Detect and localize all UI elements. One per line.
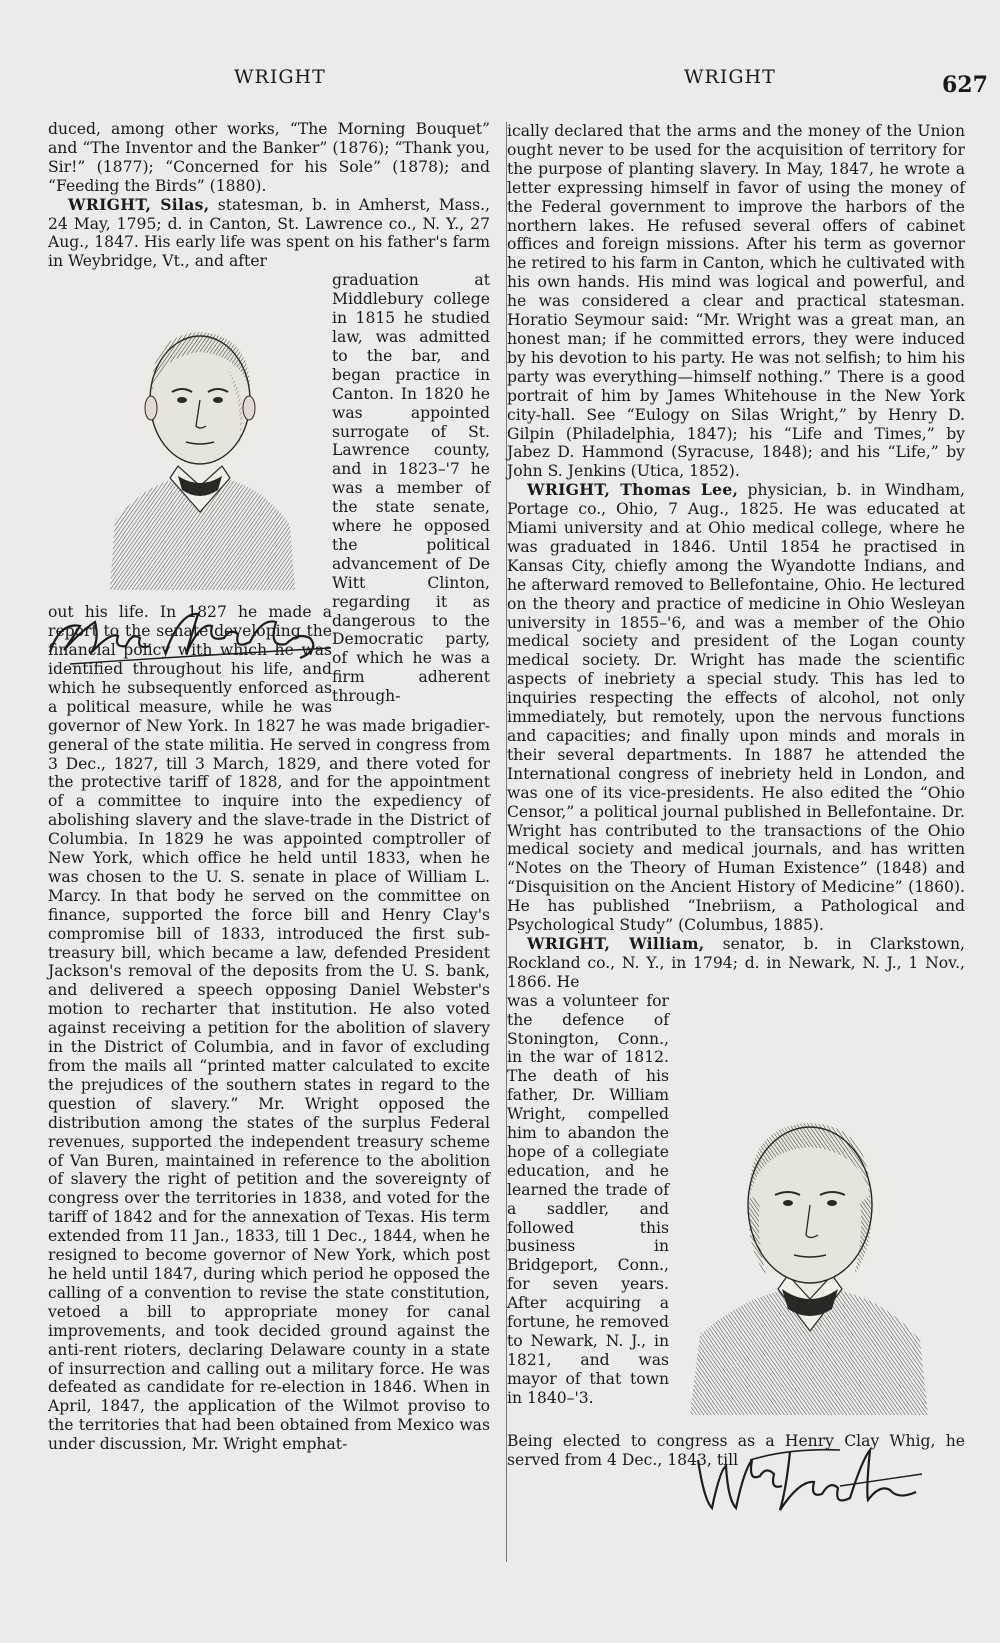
entry-thomas-lee-wright xyxy=(507,481,965,935)
running-head-right: WRIGHT xyxy=(684,66,776,88)
continued-paragraph: duced, among other works, “The Morning Bouquet” and “The Inventor and the Banker” (1876); “Thank you, Sir!” (1877); “Concerned for his Sole” (1878); and “Feeding the Birds” (1880). xyxy=(48,120,490,195)
signature-silas-wright xyxy=(40,592,340,672)
wrap-text: graduation at Middlebury college in 1815 he studied law, was admitted to the bar, and began practice in Canton. In 1820 he was appointed surrogate of St. Lawrence county, and in 1823–'7 he was a member of the state senate, where he opposed the political advancement of De Witt Clinton, regarding it as dangerous to the Democratic party, of which he was a firm adherent through- xyxy=(332,271,490,706)
page-number: 627 xyxy=(942,72,988,98)
entry-silas-wright xyxy=(48,196,490,272)
entry-text-continued: Being elected to congress as a Henry Clay Whig, he served from 4 Dec., 1843, till xyxy=(507,1431,965,1469)
entry-text: senator, b. in Clarkstown, Rockland co., N. Y., in 1794; d. in Newark, N. J., 1 Nov., 1866. He xyxy=(507,934,965,991)
entry-heading: WRIGHT, Silas, xyxy=(68,194,210,214)
entry-text: statesman, b. in Amherst, Mass., 24 May, 1795; d. in Canton, St. Lawrence co., N. Y., 27 Aug., 1847. His early life was spent on his father's farm in Weybridge, Vt., and after xyxy=(48,195,490,271)
entry-heading: WRIGHT, William, xyxy=(527,933,705,953)
wrap-text: was a volunteer for the defence of Stonington, Conn., in the war of 1812. The death of his father, Dr. William Wright, compelled him to abandon the hope of a collegiate education, and he learned the trade of a saddler, and followed this business in Bridgeport, Conn., for seven years. After acquiring a fortune, he removed to Newark, N. J., in 1821, and was mayor of that town in 1840–'3. xyxy=(507,991,669,1407)
signature-william-wright xyxy=(690,1430,930,1525)
continued-paragraph: ically declared that the arms and the money of the Union ought never to be used for the acquisition of territory for the purpose of planting slavery. In May, 1847, he wrote a letter expressing himself in favor of using the money of the Federal government to improve the harbors of the northern lakes. He refused several offers of cabinet offices and foreign missions. After his term as governor he retired to his farm in Canton, which he cultivated with his own hands. His mind was logical and powerful, and he was considered a clear and practical statesman. Horatio Seymour said: “Mr. Wright was a great man, an honest man; if he committed errors, they were induced by his devotion to his party. He was not selfish; to him his party was everything—himself nothing.” There is a good portrait of him by James Whitehouse in the New York city-hall. See “Eulogy on Silas Wright,” by Henry D. Gilpin (Philadelphia, 1847); his “Life and Times,” by Jabez D. Hammond (Syracuse, 1848); and his “Life,” by John S. Jenkins (Utica, 1852). xyxy=(507,122,965,481)
entry-text-continued: out his life. In 1827 he made a report to the senate developing the financial policy with which he was identified throughout his life, and which he subsequently enforced as a political measure, while he was governor of New York. In 1827 he was made brigadier-general of the state militia. He served in congress from 3 Dec., 1827, till 3 March, 1829, and there voted for the protective tariff of 1828, and for the appointment of a committee to inquire into the expediency of abolishing slavery and the slave-trade in the District of Columbia. In 1829 he was appointed comptroller of New York, which office he held until 1833, when he was chosen to the U. S. senate in place of William L. Marcy. In that body he served on the committee on finance, supported the force bill and Henry Clay's compromise bill of 1833, introduced the first sub-treasury bill, which became a law, defended President Jackson's removal of the deposits from the U. S. bank, and delivered a speech opposing Daniel Webster's motion to recharter that institution. He also voted against receiving a petition for the abolition of slavery in the District of Columbia, and in favor of excluding from the mails all “printed matter calculated to excite the prejudices of the southern states in regard to the question of slavery.” Mr. Wright opposed the distribution among the states of the surplus Federal revenues, supported the independent treasury scheme of Van Buren, maintained in reference to the abolition of slavery the right of petition and the sovereignty of congress over the territories in 1838, and voted for the tariff of 1842 and for the annexation of Texas. His term extended from 11 Jan., 1833, till 1 Dec., 1844, when he resigned to become governor of New York, which post he held until 1847, during which period he opposed the calling of a convention to revise the state constitution, vetoed a bill to appropriate money for canal improvements, and took decided ground against the anti-rent rioters, declaring Delaware county in a state of insurrection and calling out a military force. He was defeated as candidate for re-election in 1846. When in April, 1847, the application of the Wilmot proviso to the territories that had been obtained from Mexico was under discussion, Mr. Wright emphat- xyxy=(48,603,490,1454)
entry-text: physician, b. in Windham, Portage co., Ohio, 7 Aug., 1825. He was educated at Miami university and at Ohio medical college, where he was graduated in 1846. Until 1854 he practised in Kansas City, chiefly among the Wyandotte Indians, and he afterward removed to Bellefontaine, Ohio. He lectured on the theory and practice of medicine in Ohio Wesleyan university in 1855–'6, and was a member of the Ohio medical society and president of the Logan county medical society. Dr. Wright has made the scientific aspects of inebriety a special study. This has led to inquiries respecting the effects of alcohol, not only immediately, but remotely, upon the nervous functions and capacities; and finally upon minds and morals in their several departments. In 1887 he attended the International congress of inebriety held in London, and was one of its vice-presidents. He also edited the “Ohio Censor,” a political journal published in Bellefontaine. Dr. Wright has contributed to the transactions of the Ohio medical society and medical journals, and has written “Notes on the Theory of Human Existence” (1848) and “Disquisition on the Ancient History of Medicine” (1860). He has published “Inebriism, a Pathological and Psychological Study” (Columbus, 1885). xyxy=(507,481,965,935)
entry-heading: WRIGHT, Thomas Lee, xyxy=(527,480,739,500)
running-head-left: WRIGHT xyxy=(234,66,326,88)
entry-william-wright xyxy=(507,935,965,992)
portrait-silas-wright xyxy=(100,290,300,590)
